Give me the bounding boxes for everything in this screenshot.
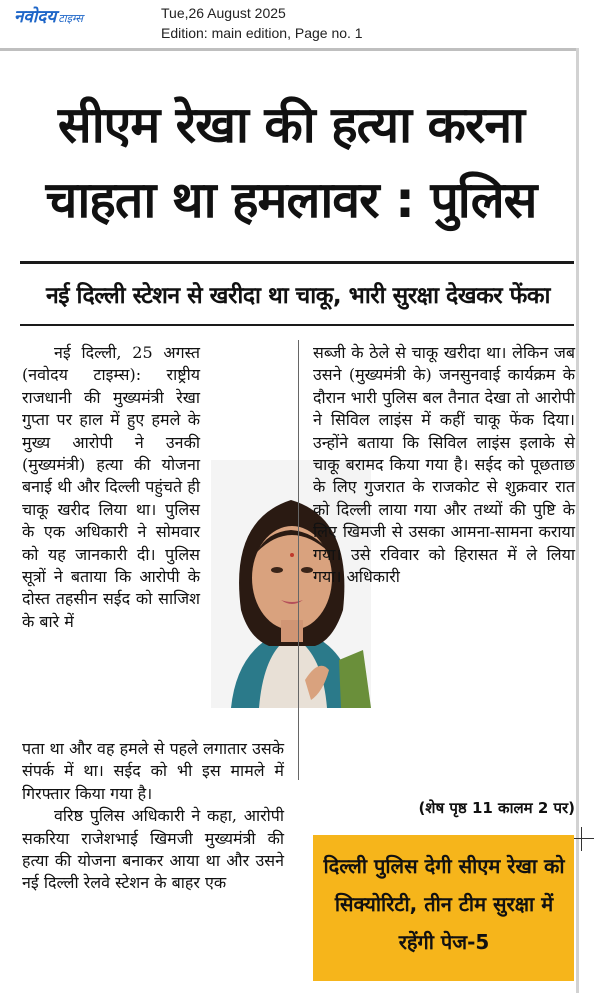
- headline-rule: [20, 261, 574, 264]
- logo-secondary: टाइम्स: [58, 12, 83, 25]
- related-story-box[interactable]: [313, 835, 574, 981]
- article-column-1-continued: [22, 738, 284, 895]
- logo-primary: नवोदय: [14, 7, 57, 27]
- article-subheadline: नई दिल्ली स्टेशन से खरीदा था चाकू, भारी सुरक्षा देखकर फेंका: [45, 283, 551, 309]
- column-divider: [298, 340, 299, 780]
- article-paragraph: सब्जी के ठेले से चाकू खरीदा था। लेकिन जब उसने (मुख्यमंत्री के) जनसुनवाई कार्यक्रम के दौरान भारी पुलिस बल तैनात देखा तो आरोपी ने सिविल लाइंस में कहीं चाकू फेंक दिया। उन्होंने बताया कि सिविल लाइंस इलाके से चाकू बरामद किया गया है। सईद को पूछताछ के लिए गुजरात के राजकोट से शुक्रवार रात को दिल्ली लाया गया और तथ्यों की पुष्टि के लिए खिमजी से उसका आमना-सामना कराया गया। उसे रविवार को हिरासत में ले लिया गया। अधिकारी: [313, 343, 575, 587]
- issue-date: Tue,26 August 2025: [161, 5, 286, 21]
- edition-page: Edition: main edition, Page no. 1: [161, 25, 363, 41]
- article-paragraph: पता था और वह हमले से पहले लगातार उसके संपर्क में था। सईद को भी इस मामले में गिरफ्तार किया गया है।: [22, 739, 284, 803]
- page-edge-divider: [576, 48, 579, 993]
- article-column-2: [313, 342, 575, 588]
- continued-note[interactable]: (शेष पृष्ठ 11 कालम 2 पर): [418, 799, 575, 817]
- article-headline: [8, 88, 574, 238]
- subheadline-rule: [20, 324, 574, 326]
- headline-line-1: सीएम रेखा की हत्या करना: [57, 96, 525, 154]
- headline-line-2: चाहता था हमलावर : पुलिस: [45, 171, 537, 229]
- article-paragraph: नई दिल्ली, 25 अगस्त (नवोदय टाइम्स): राष्ट्रीय राजधानी की मुख्यमंत्री रेखा गुप्ता पर हाल में हुए हमले के मुख्य आरोपी ने उनकी (मुख्यमंत्री) हत्या की योजना बनाई थी और दिल्ली पहुंचते ही चाकू खरीद लिया था। पुलिस के एक अधिकारी ने सोमवार को यह जानकारी दी। पुलिस सूत्रों ने बताया कि आरोपी के दोस्त तहसीन सईद को साजिश के बारे में: [22, 343, 200, 631]
- header-divider: [0, 48, 578, 51]
- article-paragraph: वरिष्ठ पुलिस अधिकारी ने कहा, आरोपी सकरिया राजेशभाई खिमजी मुख्यमंत्री की हत्या की योजना बनाकर आया था और उसने नई दिल्ली रेलवे स्टेशन के बाहर एक: [22, 806, 284, 893]
- page-header: [0, 0, 596, 50]
- edition-info: [161, 3, 461, 43]
- related-story-text: दिल्ली पुलिस देगी सीएम रेखा को सिक्योरिटी, तीन टीम सुरक्षा में रहेंगी पेज-5: [323, 854, 565, 954]
- newspaper-logo[interactable]: [14, 4, 138, 30]
- article-column-1: [22, 342, 200, 633]
